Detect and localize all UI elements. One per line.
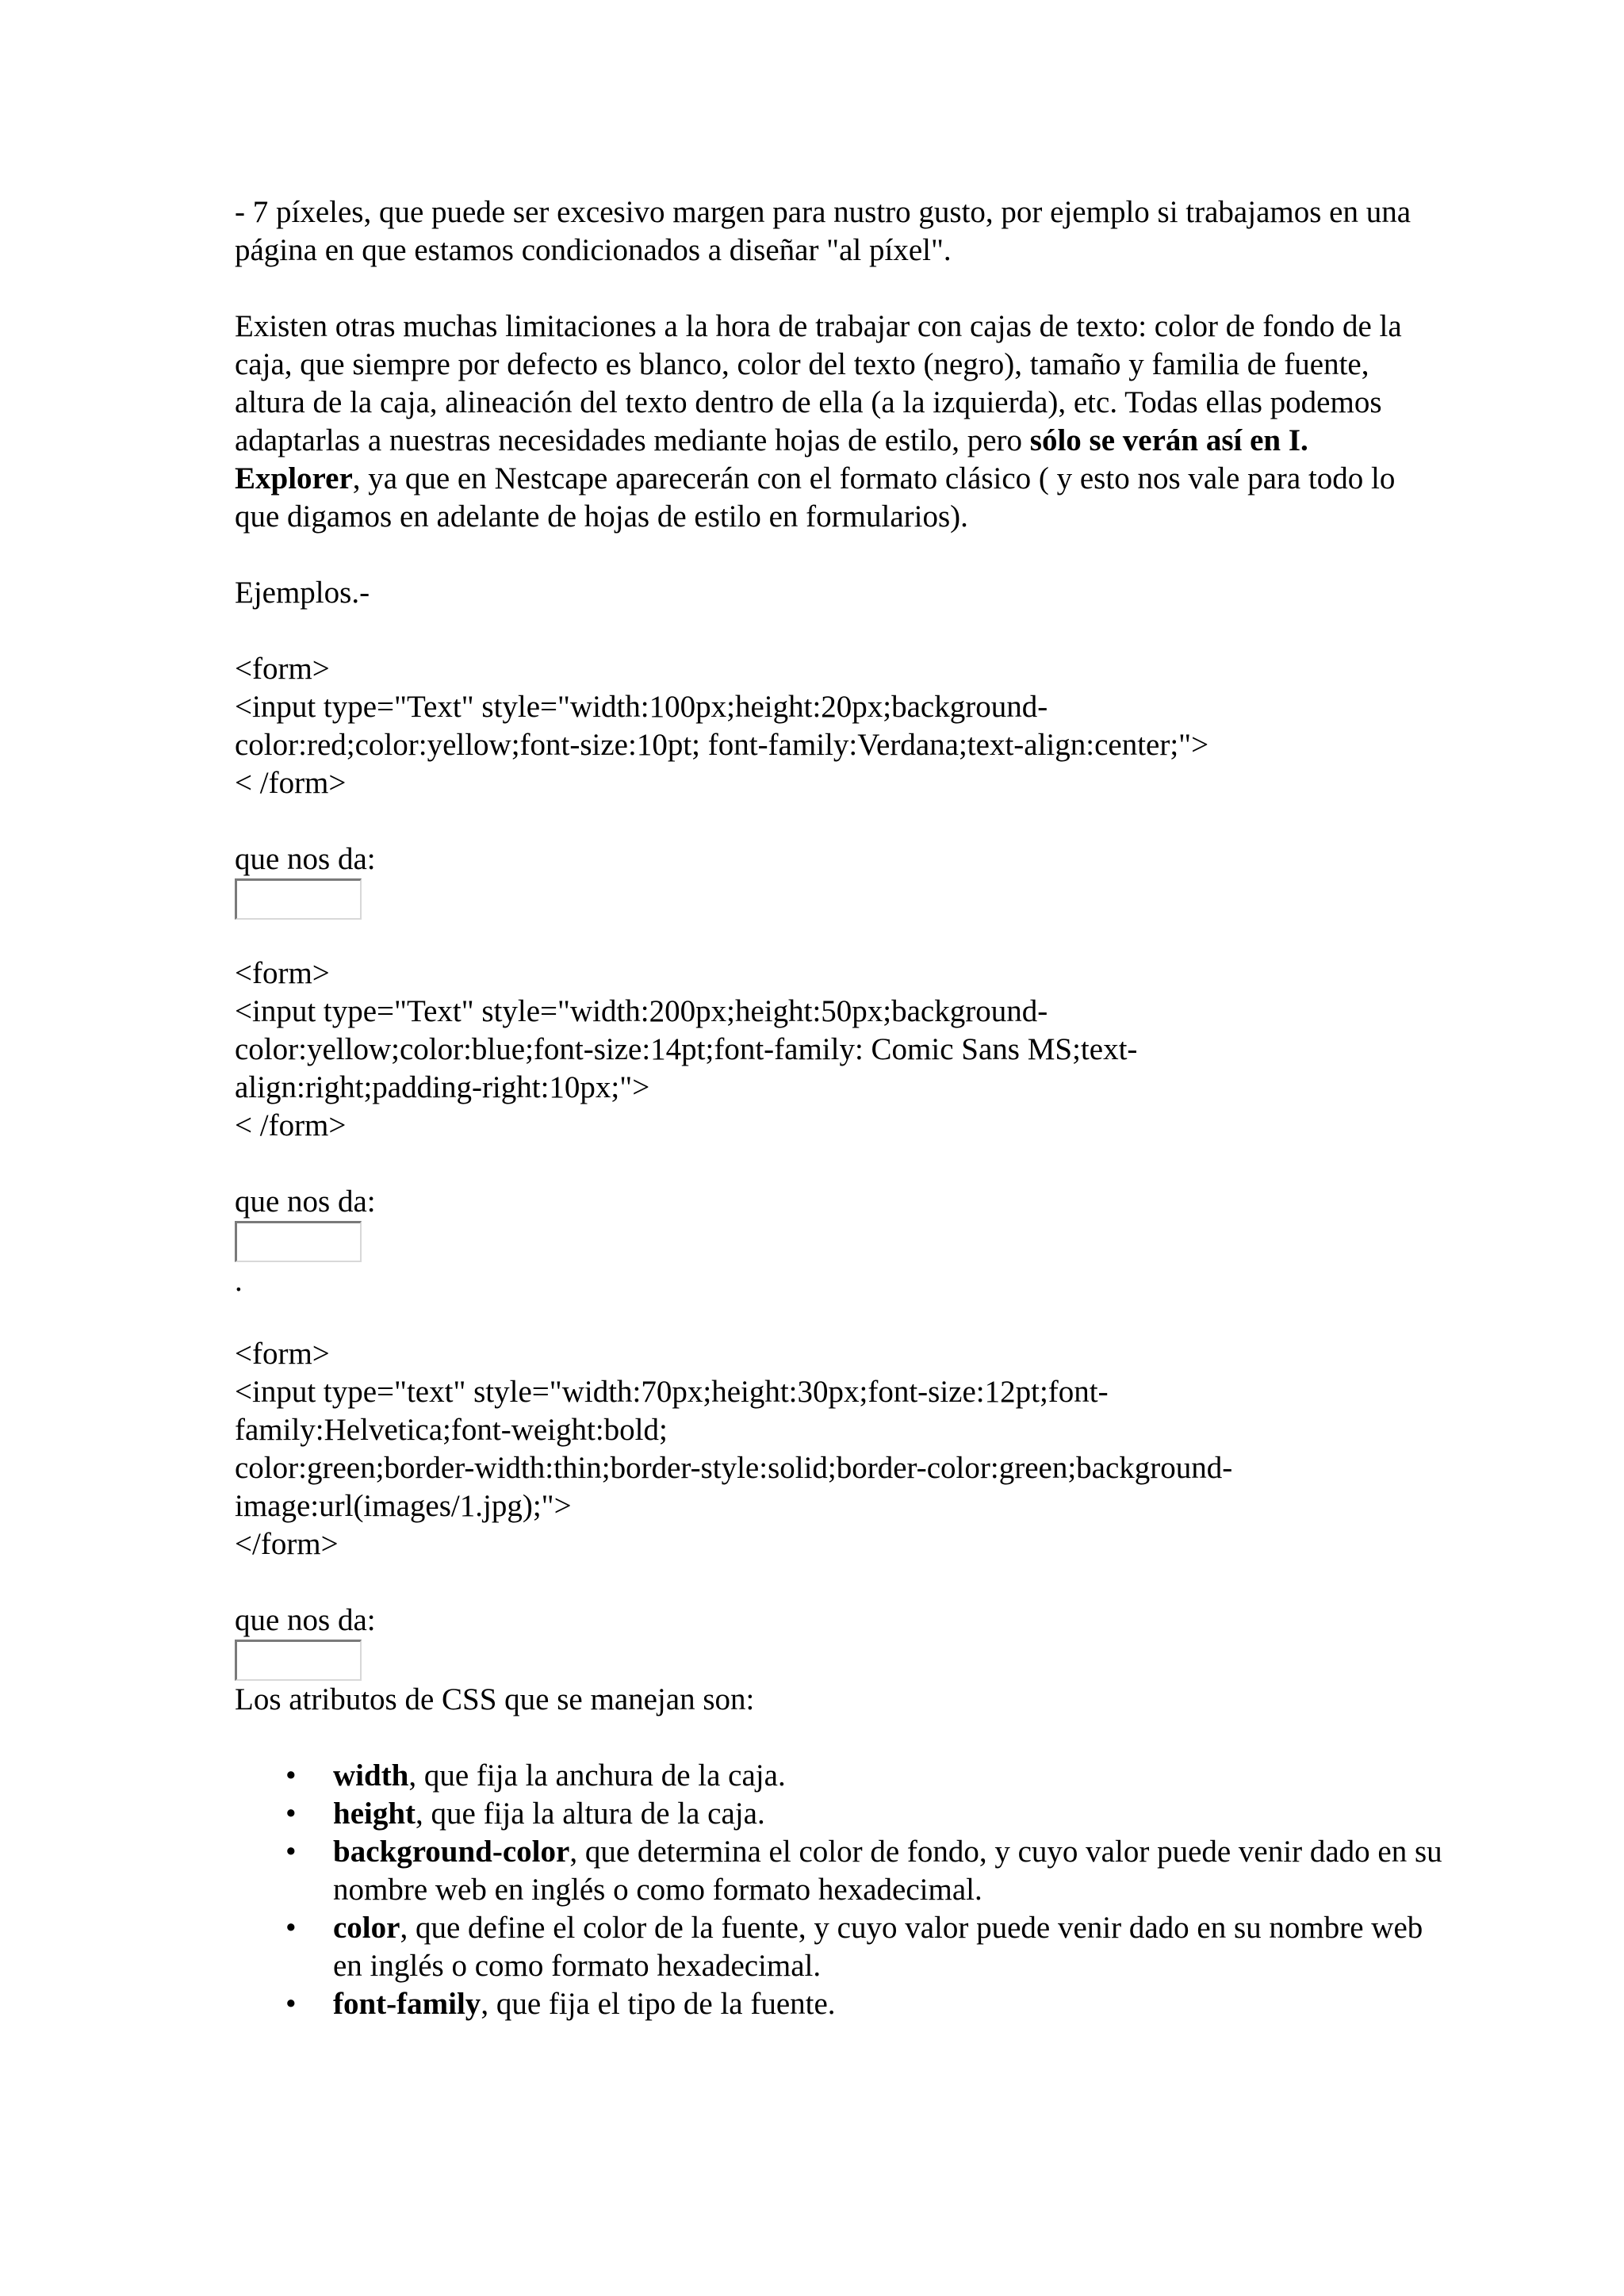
css-attributes-heading: Los atributos de CSS que se manejan son:	[235, 1682, 755, 1716]
example-2-trailing-dot: .	[235, 1264, 243, 1298]
example-2-form-open: <form>	[235, 956, 330, 990]
example-2-form-close: < /form>	[235, 1108, 347, 1142]
example-1-form-close: < /form>	[235, 766, 347, 800]
list-item	[235, 1985, 1443, 2023]
example-3-input-line-2: family:Helvetica;font-weight:bold;	[235, 1413, 668, 1447]
intro-p2-bold: sólo se verán así en I. Explorer	[235, 423, 1316, 496]
example-3-demo-text-input[interactable]	[235, 1640, 362, 1681]
intro-p2-text-b: , ya que en Nestcape aparecerán con el formato clásico ( y esto nos vale para todo lo que digamos en adelante de hojas de estilo en formularios).	[235, 461, 1404, 534]
css-attributes-list	[235, 1757, 1442, 2023]
example-1-form-open: <form>	[235, 652, 330, 686]
attribute-description: , que fija la altura de la caja.	[416, 1797, 765, 1831]
example-1-input-line-2: color:red;color:yellow;font-size:10pt; font-family:Verdana;text-align:center;">	[235, 728, 1209, 762]
attribute-term: font-family	[333, 1987, 481, 2021]
example-3-input-line-4: image:url(images/1.jpg);">	[235, 1489, 572, 1523]
example-2-input-line-2: color:yellow;color:blue;font-size:14pt;font-family: Comic Sans MS;text-	[235, 1032, 1138, 1066]
document-page	[235, 193, 1442, 2023]
attribute-description: , que determina el color de fondo, y cuyo valor puede venir dado en su nombre web en inglés o como formato hexadecimal.	[333, 1835, 1442, 1907]
intro-paragraph-1: - 7 píxeles, que puede ser excesivo margen para nustro gusto, por ejemplo si trabajamos en una página en que estamos condicionados a diseñar "al píxel".	[235, 195, 1419, 267]
attribute-term: height	[333, 1797, 416, 1831]
spacer	[235, 920, 1424, 955]
example-3-result-label: que nos da:	[235, 1603, 376, 1637]
example-1-result-label: que nos da:	[235, 842, 376, 876]
attribute-term: color	[333, 1911, 400, 1945]
bullet-icon: •	[285, 1835, 297, 1869]
bullet-icon: •	[285, 1758, 297, 1793]
example-1-demo-text-input[interactable]	[235, 878, 362, 920]
example-1-input-line-1: <input type="Text" style="width:100px;height:20px;background-	[235, 690, 1048, 724]
example-3-form-open: <form>	[235, 1337, 330, 1371]
example-2-input-line-3: align:right;padding-right:10px;">	[235, 1070, 650, 1104]
attribute-term: width	[333, 1758, 409, 1793]
spacer	[235, 270, 1424, 308]
bullet-icon: •	[285, 1911, 297, 1945]
spacer	[235, 1145, 1424, 1183]
spacer	[235, 1300, 1424, 1335]
spacer	[235, 802, 1424, 840]
spacer	[235, 1719, 1424, 1757]
example-2-demo-text-input[interactable]	[235, 1221, 362, 1262]
example-3-form-close: </form>	[235, 1527, 339, 1561]
example-2-result-label: que nos da:	[235, 1184, 376, 1219]
bullet-icon: •	[285, 1797, 297, 1831]
attribute-term: background-color	[333, 1835, 570, 1869]
example-3-input-line-1: <input type="text" style="width:70px;height:30px;font-size:12pt;font-	[235, 1375, 1109, 1409]
list-item	[235, 1833, 1443, 1909]
examples-heading: Ejemplos.-	[235, 576, 370, 610]
attribute-description: , que define el color de la fuente, y cuyo valor puede venir dado en su nombre web en inglés o como formato hexadecimal.	[333, 1911, 1423, 1983]
list-item	[235, 1909, 1443, 1985]
spacer	[235, 536, 1424, 574]
list-item	[235, 1757, 1443, 1795]
intro-paragraph-2	[235, 308, 1424, 536]
list-item	[235, 1795, 1443, 1833]
spacer	[235, 612, 1424, 650]
attribute-description: , que fija la anchura de la caja.	[408, 1758, 786, 1793]
bullet-icon: •	[285, 1987, 297, 2021]
example-2-input-line-1: <input type="Text" style="width:200px;height:50px;background-	[235, 994, 1048, 1028]
attribute-description: , que fija el tipo de la fuente.	[481, 1987, 836, 2021]
spacer	[235, 1563, 1424, 1601]
intro-p2-text-a: Existen otras muchas limitaciones a la hora de trabajar con cajas de texto: color de fondo de la caja, que siempre por defecto es blanco, color del texto (negro), tamaño y familia de fuente, altura de la caja, alineación del texto dentro de ella (a la izquierda), etc. Todas ellas podemos adaptarlas a nuestras necesidades mediante hojas de estilo, pero	[235, 309, 1410, 457]
example-3-input-line-3: color:green;border-width:thin;border-style:solid;border-color:green;background-	[235, 1451, 1233, 1485]
